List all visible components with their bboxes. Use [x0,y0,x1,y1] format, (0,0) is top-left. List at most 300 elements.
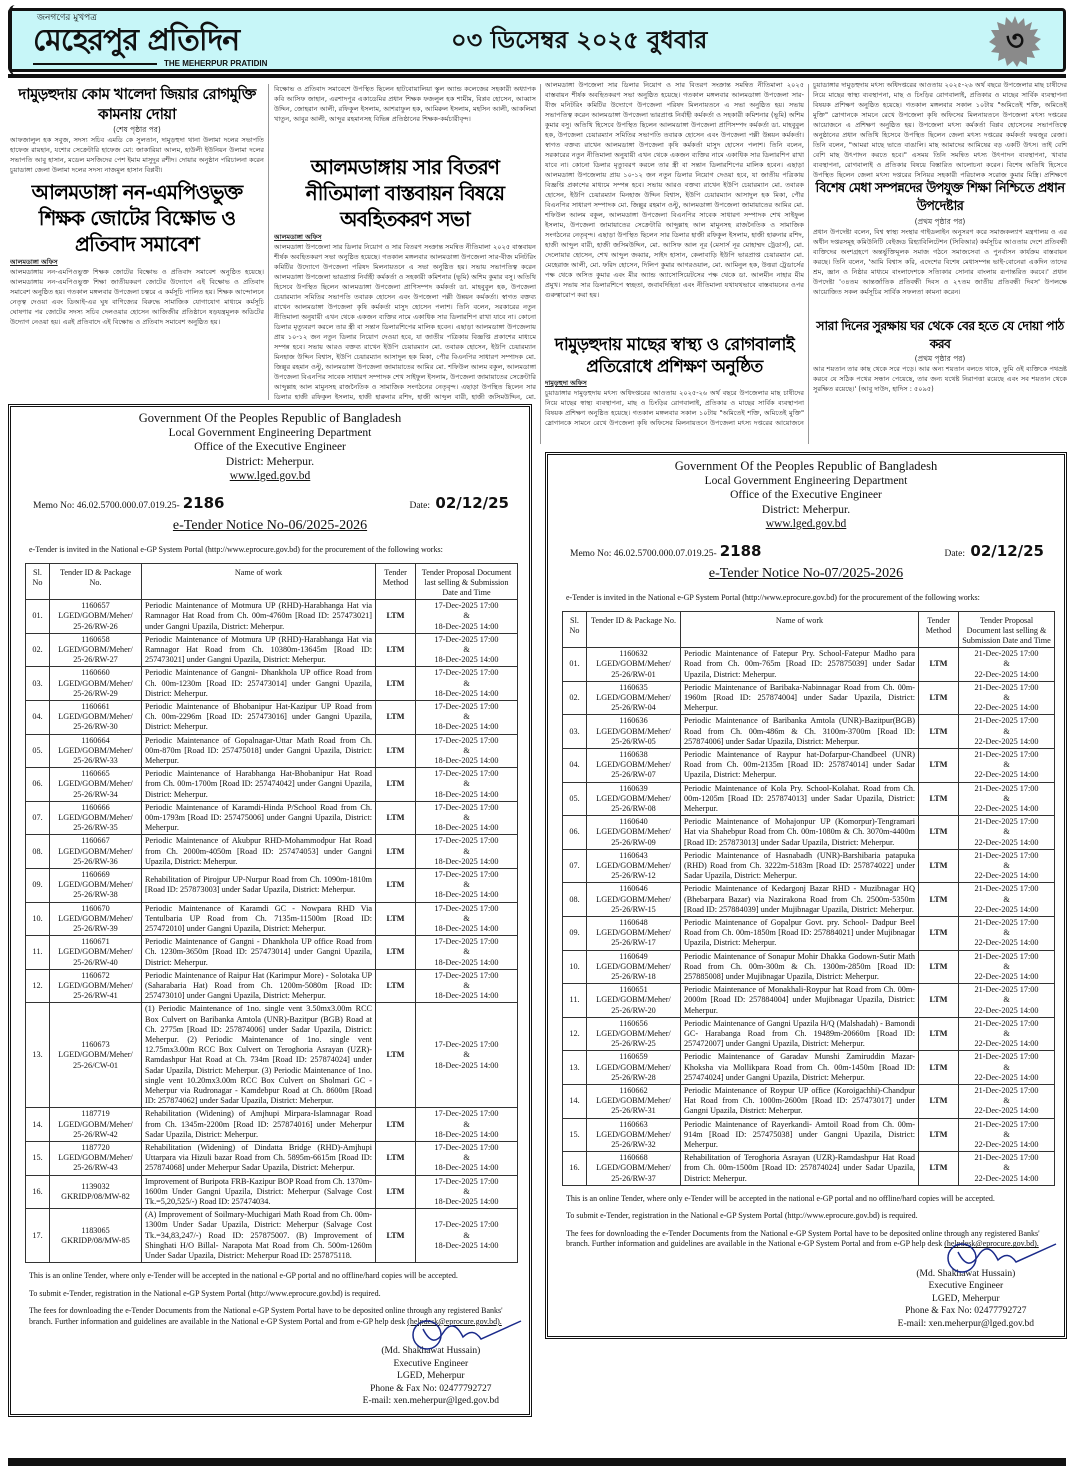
column-header: Tender ID & Package No. [587,611,681,648]
work-name: Periodic Maintenance of Gopalnagar-Uttar Math Road from Ch. 00m-870m [Road ID: 257475018] under Gangni Upazila, District: Meherpur. [142,734,376,768]
submission-dates [416,1108,518,1142]
submission-date: 18-Dec-2025 14:00 [434,1060,499,1070]
column-divider [540,84,541,444]
helpdesk-email-link[interactable]: (helpdesk@eprocure.gov.bd). [407,1316,502,1326]
signature-block [898,1268,1034,1331]
ampersand: & [1003,894,1010,904]
tender-method: LTM [919,1085,959,1119]
package-number: LGED/GOBM/Meher/ 25-26/RW-20 [596,995,671,1015]
last-selling-date: 21-Dec-2025 17:00 [974,783,1039,793]
submission-date: 18-Dec-2025 14:00 [434,755,499,765]
tender-method: LTM [919,1051,959,1085]
table-row [563,748,1055,782]
ampersand: & [463,1186,470,1196]
table-row [26,768,518,802]
date-handwritten: 02/12/25 [435,493,509,512]
last-selling-date: 21-Dec-2025 17:00 [974,917,1039,927]
submission-date: 18-Dec-2025 14:00 [434,621,499,631]
tender-method: LTM [376,1108,416,1142]
serial-number: 11. [26,936,50,970]
ampersand: & [463,913,470,923]
article-dateline: আলমডাঙ্গা অফিস [274,233,322,241]
work-name: Periodic Maintenance of Baribanka Amtola (UNR)-Bazitpur(BGB) Road from Ch. 00m-486m & Ch. 3100m-3700m [Road ID: 257874006] under Sadar Upazila, District: Meherpur. [681,715,919,749]
news-column-4 [813,80,1067,444]
package-number: LGED/GOBM/Meher/ 25-26/RW-29 [58,678,133,698]
last-selling-date: 17-Dec-2025 17:00 [434,937,499,947]
continued-label: (প্রথম পৃষ্ঠার পর) [914,354,966,363]
notice-date [944,542,1044,563]
submission-date: 22-Dec-2025 14:00 [974,1005,1039,1015]
submission-dates [959,715,1055,749]
package-number: LGED/GOBM/Meher/ 25-26/RW-41 [58,981,133,1001]
tender-id: 1160636 [619,716,648,726]
serial-number: 03. [563,715,587,749]
submission-dates [959,1152,1055,1186]
last-selling-date: 17-Dec-2025 17:00 [434,701,499,711]
submission-date: 18-Dec-2025 14:00 [434,1197,499,1207]
package-number: LGED/GOBM/Meher/ 25-26/RW-38 [58,880,133,900]
work-name: Periodic Maintenance of Gopalpur Govt. pry. School- Dadpur Beel Road from Ch. 00m-1850m [Road ID: 257884021] under Mujibnagar Upazila, District: Meherpur. [681,916,919,950]
table-row [26,600,518,634]
serial-number: 15. [563,1118,587,1152]
submission-dates [416,801,518,835]
submission-date: 18-Dec-2025 14:00 [434,655,499,665]
submission-date: 18-Dec-2025 14:00 [434,991,499,1001]
submission-dates [416,600,518,634]
submission-date: 18-Dec-2025 14:00 [434,957,499,967]
tender-method: LTM [376,801,416,835]
serial-number: 02. [26,633,50,667]
submission-date: 22-Dec-2025 14:00 [974,1140,1039,1150]
table-row [563,715,1055,749]
package-number: LGED/GOBM/Meher/ 25-26/RW-04 [596,692,671,713]
tender-intro: e-Tender is invited in the National e-GP System Portal (http://www.eprocure.gov.bd) for the procurement of the following works: [29,544,443,554]
tender-method: LTM [919,916,959,950]
tender-id-package [587,648,681,682]
ampersand: & [463,846,470,856]
article-body: বিক্ষোভ ও প্রতিবাদ সমাবেশে উপস্থিত ছিলেন হাটবোয়ালিয়া স্কুল অ্যান্ড কলেজের সহকারী অধ্যাপক কবি আসিফ জাহান, এরশাদপুর একাডেমির প্রধান শিক্ষক ফজলুল হক শামীম, বিপ্লব হোসেন, আব্বাস উদ্দিন, জোহরান আলী, রফিকুল ইসলাম, আশরাফুল হক, আমিরুল ইসলাম, মহসিন আলী, আকলিমা খাতুন, আবুর আলী, আব্দুর রহমানসহ বিভিন্ন প্রতিষ্ঠানের শিক্ষক-কর্মচারীবৃন্দ। [274,85,536,123]
submission-dates [959,782,1055,816]
ampersand: & [1003,1163,1010,1173]
ampersand: & [463,611,470,621]
package-number: LGED/GOBM/Meher/ 25-26/RW-12 [596,860,671,881]
submission-dates [959,916,1055,950]
article-body: আর শয়তান তার কাছ থেকে সরে পড়ে। আর অন্য শয়তান বলতে থাকে, তুমি ওই ব্যক্তিকে পথভ্রষ্ট করবে যে সঠিক পথের সন্ধান পেয়েছে, তার জন্য যথেষ্ট নিরাপত্তা রয়েছে এবং সব শয়তান থেকে সুরক্ষিত রয়েছে।' (আবু দাউদ, হাদিস : ৫০৯৫) [813,365,1067,393]
tender-method: LTM [376,1209,416,1263]
last-selling-date: 17-Dec-2025 17:00 [434,769,499,779]
serial-number: 08. [26,835,50,869]
department-name: Local Government Engineering Department [704,474,908,487]
tender-id: 1160646 [619,884,648,894]
column-header: Tender Proposal Document last selling & Submission Date and Time [959,611,1055,648]
article-body-cont: আলমডাঙ্গা উপজেলা সার ডিলার নিয়োগ ও সার বিতরণ সংক্রান্ত সমন্বিত নীতিমালা ২০২৫ বাস্তবায়ন শীর্ষক অবহিতকরণ সভা অনুষ্ঠিত হয়েছে। গতকাল মঙ্গলবার আলমডাঙ্গা উপজেলা সার-বীজ মনিটরিং কমিটির উদ্যোগে উপজেলা পরিষদ মিলনায়তনে এ সভা অনুষ্ঠিত হয়। সভায় সভাপতিত্ব করেন আলমডাঙ্গা উপজেলা ভারপ্রাপ্ত নির্বাহী কর্মকর্তা ও সহকারী কমিশনার (ভূমি) অশিম কুমার বসু। অতিথি হিসেবে উপস্থিত ছিলেন আলমডাঙ্গা উপজেলা প্রাণিসম্পদ কর্মকর্তা ডা. মাহবুবুল হক, উপজেলা চেয়ারম্যান সমিতির সভাপতি তবারক হোসেন এবং উপজেলা পল্লী উন্নয়ন কর্মকর্তা। স্বাগত বক্তব্য রাখেন আলমডাঙ্গা উপজেলা কৃষি কর্মকর্তা মাসুদ হোসেন পলাশ। তিনি বলেন, সরকারের নতুন নীতিমালা অনুযায়ী এখন থেকে একজন ব্যক্তির নামে একাধিক সার ডিলারশিপ রাখা যাবে না। কোনো ডিলার মৃত্যুবরণ করলে তার স্ত্রী বা সন্তান ডিলারশিপের মালিক হবেন। এছাড়া আলমডাঙ্গা উপজেলায় প্রায় ১০-১২ জন নতুন ডিলার নিয়োগ দেওয়া হবে, যা জাতীয় পত্রিকায় বিজ্ঞপ্তি প্রকাশের মাধ্যমে সম্পন্ন হবে। সভায় আরও বক্তব্য রাখেন ইউপি চেয়ারম্যান মো. তবারক হোসেন, ইউপি চেয়ারম্যান মিনহাজ উদ্দিন বিশ্বাস, ইউপি চেয়ারম্যান আসাদুল হক মিকা, পৌর বিএনপির সাধারণ সম্পাদক মো. জিল্লুর রহমান ওল্টু, আলমডাঙ্গা উপজেলা জামায়াতের আমির মো. শফিউল আলম বকুল, আলমডাঙ্গা উপজেলা বিএনপির সাবেক সাধারণ সম্পাদক শেখ সাইফুল ইসলাম, উপজেলা জামায়াতের সেক্রেটারি আব্দুল্লাহ আল মামুনসহ রাজনৈতিক ও সামাজিক সংগঠনের নেতৃবৃন্দ। এছাড়া উপস্থিত ছিলেন সার ডিলার হাজী রফিকুল ইসলাম, হাজী হারুনার রশিদ, হাজী আব্দুল বারী, হাজী জসিমউদ্দিন, মো. আসিফ আল নূর (মেসার্স নূর মোহাম্মদ ট্রেডার্স), মো. দেলোয়ার হোসেন, শেখ আব্দুল জব্বার, সাইদ হাসান, কেলাবাড়ি ইউপি ভারপ্রাপ্ত চেয়ারম্যান মো. মেহেরাজ আলী, মো. ফরিদ হোসেন, দিলিপ কুমার আগরওয়াল, মো. আমিনুল হক, উত্তরা ট্রেডার্সের পক্ষ থেকে অসিত কুমার এবং মীর অ্যান্ড অ্যাসোসিয়েটসের পক্ষ থেকে ডা. আলমীন নাহার মীম প্রমুখ। সভায় সার ডিলারশিপে স্বচ্ছতা, জবাবদিহিতা এবং নীতিমালা যথাযথভাবে বাস্তবায়নের ওপর গুরুত্বারোপ করা হয়। [545,81,804,299]
submission-dates [416,1209,518,1263]
work-name: Rehabilitation of Teroghoria Asrayan (UZR)-Ramdashpur Hat Road from Ch. 00m-1500m [Road ID: 257874024] under Sadar Upazila, District: Meherpur. [681,1152,919,1186]
tender-id: 1160643 [619,850,648,860]
tender-method: LTM [919,715,959,749]
tender-title: e-Tender Notice No-07/2025-2026 [708,565,904,581]
work-name: Periodic Maintenance of Kola Pry. School-Kolahat. Road from Ch. 00m-1205m [Road ID: 257874013] under Sadar Upazila, District: Meherpur. [681,782,919,816]
serial-number: 13. [563,1051,587,1085]
table-row [26,801,518,835]
serial-number: 05. [26,734,50,768]
serial-number: 14. [563,1085,587,1119]
ampersand: & [1003,1129,1010,1139]
tender-id: 1160669 [81,869,110,879]
website-link[interactable]: www.lged.gov.bd [229,470,311,482]
table-row [563,916,1055,950]
helpdesk-email-link[interactable]: (helpdesk@eprocure.gov.bd). [944,1239,1039,1249]
tender-id: 1183065 [81,1225,110,1235]
table-header-row [563,611,1055,648]
package-number: LGED/GOBM/Meher/ 25-26/RW-35 [58,812,133,833]
tender-method: LTM [376,734,416,768]
last-selling-date: 17-Dec-2025 17:00 [434,869,499,879]
signatory-org: LGED, Meherpur [397,1371,465,1382]
tender-id-package [587,715,681,749]
submission-dates [416,936,518,970]
last-selling-date: 17-Dec-2025 17:00 [434,668,499,678]
work-name: Periodic Maintenance of Monakhali-Roypur hat Road from Ch. 00m-2000m [Road ID: 257884004] under Mujibnagar Upazila, District: Meherpur. [681,984,919,1018]
website-link[interactable]: www.lged.gov.bd [765,518,847,530]
tender-table [25,563,518,1264]
last-selling-date: 21-Dec-2025 17:00 [974,1153,1039,1163]
memo-number [33,494,224,515]
work-name: Periodic Maintenance of Kedargonj Bazar RHD - Muzibnagar HQ (Bhebarpara Bazar) via Nazirakona Road from Ch. 2500m-5350m [Road ID: 257884039] under Mujibnagar Upazila, District: Meherpur. [681,883,919,917]
ampersand: & [1003,659,1010,669]
news-column-1 [10,84,264,400]
last-selling-date: 17-Dec-2025 17:00 [434,1143,499,1153]
package-number: LGED/GOBM/Meher/ 25-26/RW-27 [58,644,133,665]
submission-dates [416,835,518,869]
serial-number: 10. [563,950,587,984]
submission-date: 18-Dec-2025 14:00 [434,688,499,698]
tender-id-package [50,969,142,1003]
column-header: Sl. No [563,611,587,648]
tender-id-package [587,1017,681,1051]
tender-id: 1160658 [81,634,110,644]
tender-id-package [587,782,681,816]
ampersand: & [463,712,470,722]
table-row [26,633,518,667]
work-name: Periodic Maintenance of Raipur Hat (Karimpur More) - Solotaka UP (Saharabaria Hat) Road from Ch. 1200m-5080m [Road ID: 257473010] under Gangni Upazila, District: Meherpur. [142,969,376,1003]
submission-dates [959,1118,1055,1152]
serial-number: 08. [563,883,587,917]
tender-id-package [50,902,142,936]
table-row [563,1085,1055,1119]
work-name: Periodic Maintenance of Sonapur Mohir Dhakka Godown-Sutir Math Road from Ch. 00m-300m & Ch. 1300m-2850m [Road ID: 257885008] under Mujibnagar Upazila, District: Meherpur. [681,950,919,984]
package-number: LGED/GOBM/Meher/ 25-26/RW-25 [596,1029,671,1049]
office-name: Office of the Executive Engineer [730,489,882,501]
serial-number: 12. [563,1017,587,1051]
tender-id-package [587,681,681,715]
tender-id: 1160662 [619,1086,648,1096]
table-row [26,667,518,701]
tender-method: LTM [919,816,959,850]
ampersand: & [1003,961,1010,971]
tender-method: LTM [919,849,959,883]
tender-notice-07 [545,452,1067,1339]
table-row [26,734,518,768]
submission-date: 22-Dec-2025 14:00 [974,703,1039,713]
tender-id: 1160672 [81,970,110,980]
news-column-3 [545,80,804,444]
column-header: Name of work [681,611,919,648]
signatory-name: (Md. Shakhawat Hussain) [916,1268,1016,1279]
package-number: LGED/GOBM/Meher/ 25-26/RW-32 [596,1129,671,1150]
tender-id-package [50,600,142,634]
signatory-email: E-mail: xen.meherpur@lged.gov.bd [897,1318,1034,1329]
submission-dates [959,748,1055,782]
tender-id: 1187720 [81,1143,110,1153]
package-number: LGED/GOBM/Meher/ 25-26/RW-37 [596,1163,671,1183]
work-name: (1) Periodic Maintenance of 1no. single vent 3.50mx3.00m RCC Box Culvert on Baribanka Amtola (UNR)-Bazitpur (BGB) Road at Ch. 2775m [Road ID: 257874006] under Sadar Upazila, District: Meherpur. (2) Periodic Maintenance of 1no. single vent 12.75mx3.00m RCC Box Culvert on Teroghoria Asrayan (UZR)-Ramdashpur Hat Road at Ch. 734m [Road ID: 257874024] under Sadar Upazila, District: Meherpur. (3) Periodic Maintenance of 1no. single vent 10.20mx3.00m RCC Box Culvert on Sholmari GC - Meherpur via Rudronagar - Kamdebpur Road at Ch. 8600m [Road ID: 257874062] under Sadar Upazila, District: Meherpur. [142,1003,376,1108]
work-name: Periodic Maintenance of Gangni - Dhankhola UP office Road from Ch. 1230m-3650m [Road ID: 257473014] under Gangni Upazila, District: Meherpur. [142,936,376,970]
last-selling-date: 21-Dec-2025 17:00 [974,884,1039,894]
work-name: Periodic Maintenance of Harabhanga Hat-Bhobanipur Hat Road from Ch. 00m-1700m [Road ID: 257474042] under Gangni Upazila, District: Meherpur. [142,768,376,802]
work-name: (A) Improvement of Soilmary-Muchigari Math Road from Ch. 00m-1300m Under Sadar Upazila, District: Meherpur (Salvage Cost Tk.=34,83,247/-) Road ID: 257875007. (B) Improvement of Shinghati H/O Billal- Narapota Mat Road from Ch. 500m-1260m Under Sadar Upazila, District: Meherpur Road ID: 257875118. [142,1209,376,1263]
serial-number: 05. [563,782,587,816]
column-header: Name of work [142,563,376,600]
ampersand: & [1003,860,1010,870]
tender-method: LTM [376,667,416,701]
submission-dates [416,1003,518,1108]
work-name: Periodic Maintenance of Baribaka-Nabinnagar Road from Ch. 00m-1960m [Road ID: 257874004] under Sadar Upazila, District: Meherpur. [681,681,919,715]
package-number: LGED/GOBM/Meher/ 25-26/RW-30 [58,712,133,732]
submission-dates [416,667,518,701]
table-row [563,681,1055,715]
serial-number: 04. [563,748,587,782]
article-dateline: দামুড়হুদা অফিস [545,379,587,387]
memo-handwritten: 2188 [719,541,762,560]
ampersand: & [463,812,470,822]
tender-id: 1160663 [619,1119,648,1129]
tender-id-package [587,1051,681,1085]
serial-number: 09. [26,868,50,902]
package-number: LGED/GOBM/Meher/ 25-26/RW-17 [596,928,671,948]
last-selling-date: 21-Dec-2025 17:00 [974,1119,1039,1129]
serial-number: 03. [26,667,50,701]
tender-id-package [50,1142,142,1176]
submission-date: 22-Dec-2025 14:00 [974,837,1039,847]
work-name: Rehabilitation (Widening) of Dindatta Bridge (RHD)-Amjhupi Uttarpara via Hizuli bazar Road from Ch. 5895m-6615m [Road ID: 257874068] under Meherpur Sadar Upazila, District: Meherpur. [142,1142,376,1176]
tender-method: LTM [376,1003,416,1108]
table-row [26,902,518,936]
submission-date: 22-Dec-2025 14:00 [974,1106,1039,1116]
tender-id-package [587,1118,681,1152]
office-name: Office of the Executive Engineer [194,441,346,453]
work-name: Periodic Maintenance of Garadav Munshi Zamiruddin Mazar-Khoksha via Mollikpara Road from Ch. 00m-1450m [Road ID: 257474024] under Gangni Upazila, District: Meherpur. [681,1051,919,1085]
headline-teachers-protest: আলমডাঙ্গা নন-এমপিওভুক্ত শিক্ষক জোটের বিক্ষোভ ও প্রতিবাদ সমাবেশ [31,180,243,256]
article-body: চুয়াডাঙ্গার দামুড়হুদায় মৎস্য অধিদপ্তরের আওতায় ২০২৫-২৬ অর্থ বছরে উপজেলার মাছ চাষীদের নিয়ে মাছের স্বাস্থ্য ব্যবস্থাপনা, মাছ ও চিংড়ির রোগবালাই, প্রতিকার ও মাছের সার্বিক ব্যবস্থাপনা বিষয়ক প্রশিক্ষণ অনুষ্ঠিত হয়েছে। গতকাল মঙ্গলবার সকাল ১০টায় "অমিতেই শক্তি, অমিতেই মুক্তি" স্লোগানকে সামনে রেখে উপজেলা কৃষি অফিসের মিলনায়তনে উপজেলা মৎস্য দপ্তরের আয়োজনে [545,389,804,427]
tender-id: 1160664 [81,735,110,745]
tender-id: 1160657 [81,601,110,611]
tender-id-package [50,1209,142,1263]
submission-date: 22-Dec-2025 14:00 [974,1039,1039,1049]
table-row [563,816,1055,850]
tender-id-package [587,748,681,782]
tender-method: LTM [919,984,959,1018]
submission-date: 18-Dec-2025 14:00 [434,890,499,900]
headline-doa: দামুড়হুদায় কোম খালেদা জিয়ার রোগমুক্তি কামনায় দোয়া [18,85,256,123]
tender-id-package [50,700,142,734]
column-divider [268,84,269,400]
tender-id-package [50,1175,142,1209]
submission-dates [959,648,1055,682]
tender-note [29,1306,511,1327]
submission-dates [959,816,1055,850]
signatory-org: LGED, Meherpur [932,1293,1000,1304]
tender-id-package [587,984,681,1018]
last-selling-date: 21-Dec-2025 17:00 [974,1018,1039,1028]
table-row [563,883,1055,917]
tender-id-package [587,849,681,883]
tender-id: 1160673 [81,1040,110,1050]
submission-dates [416,1175,518,1209]
package-number: LGED/GOBM/Meher/ 25-26/RW-33 [58,745,133,765]
tender-id-package [587,950,681,984]
tender-method: LTM [376,936,416,970]
tender-intro: e-Tender is invited in the National e-GP System Portal (http://www.eprocure.gov.bd) for the procurement of the following works: [566,592,980,602]
page-number-badge [989,15,1041,67]
serial-number: 09. [563,916,587,950]
newspaper-name-english: THE MEHERPUR PRATIDIN [161,59,267,68]
table-row [563,782,1055,816]
headline-fertilizer-policy: আলমডাঙ্গায় সার বিতরণ নীতিমালা বাস্তবায়ন বিষয়ে অবহিতকরণ সভা [305,155,505,231]
date-label: Date: [944,548,966,559]
work-name: Periodic Maintenance of Roypur UP office (Koroigachhi)-Chandpur Hat Road from Ch. 1000m-2600m [Road ID: 257473017] under Gangni Upazila, District: Meherpur. [681,1085,919,1119]
submission-date: 22-Dec-2025 14:00 [974,669,1039,679]
tender-id: 1160666 [81,802,110,812]
package-number: LGED/GOBM/Meher/ 25-26/RW-36 [58,846,133,866]
last-selling-date: 17-Dec-2025 17:00 [434,735,499,745]
last-selling-date: 17-Dec-2025 17:00 [434,634,499,644]
tender-method: LTM [376,902,416,936]
tender-method: LTM [919,1017,959,1051]
signature-block [363,1345,499,1408]
package-number: GKRIDP/08/MW-85 [61,1235,130,1245]
tender-method: LTM [376,1142,416,1176]
table-row [563,849,1055,883]
submission-dates [416,768,518,802]
tender-id: 1160639 [619,783,648,793]
package-number: GKRIDP/08/MW-82 [61,1191,130,1201]
tender-method: LTM [919,950,959,984]
name-underline [33,63,157,65]
tender-id: 1160661 [81,701,110,711]
table-row [26,936,518,970]
ampersand: & [463,880,470,890]
table-row [563,1051,1055,1085]
tender-note: To submit e-Tender, registration in the National e-GP System Portal (http://www.eprocure.gov.bd) is required. [566,1211,918,1221]
signatory-name: (Md. Shakhawat Hussain) [381,1346,481,1357]
tender-method: LTM [919,782,959,816]
table-row [26,1142,518,1176]
serial-number: 02. [563,681,587,715]
tender-id-package [587,1085,681,1119]
last-selling-date: 17-Dec-2025 17:00 [434,1040,499,1050]
tender-note: This is an online Tender, where only e-Tender will be accepted in the national e-GP portal and no offline/hard copies will be accepted. [29,1271,458,1281]
tender-notice-06 [8,404,532,1417]
serial-number: 06. [563,816,587,850]
issue-date: ০৩ ডিসেম্বর ২০২৫ বুধবার [451,26,708,54]
work-name: Rehabilitation (Widening) of Amjhupi Mirpara-Islamnagar Road from Ch. 1345m-2200m [Road ID: 257874016] under Meherpur Sadar Upazila, District: Meherpur. [142,1108,376,1142]
submission-date: 18-Dec-2025 14:00 [434,823,499,833]
ampersand: & [1003,827,1010,837]
headline-special-education: বিশেষ মেধা সম্পন্নদের উপযুক্ত শিক্ষা নিশ্চিতে প্রধান উপদেষ্টার [815,181,1065,214]
last-selling-date: 21-Dec-2025 17:00 [974,649,1039,659]
serial-number: 07. [26,801,50,835]
last-selling-date: 17-Dec-2025 17:00 [434,903,499,913]
work-name: Periodic Maintenance of Mohajonpur UP (Komorpur)-Tengramari Hat via Shahebpur Road from Ch. 00m-1080m & Ch. 3070m-4400m [Road ID: 257873013] under Sadar Upazila, District: Meherpur. [681,816,919,850]
signatory-phone: Phone & Fax No: 02477792727 [370,1383,492,1394]
tender-method: LTM [376,1175,416,1209]
submission-dates [959,681,1055,715]
submission-dates [959,849,1055,883]
submission-dates [416,902,518,936]
tender-id-package [50,768,142,802]
table-row [26,868,518,902]
tender-id: 1160656 [619,1018,648,1028]
package-number: LGED/GOBM/Meher/ 25-26/RW-08 [596,793,671,813]
tender-method: LTM [919,1152,959,1186]
column-divider [808,84,809,444]
signatory-title: Executive Engineer [393,1358,469,1369]
tender-method: LTM [376,835,416,869]
work-name: Periodic Maintenance of Rayerkandi- Amtoil Road from Ch. 00m-914m [Road ID: 257475038] under Gangni Upazila, District: Meherpur. [681,1118,919,1152]
tender-note: To submit e-Tender, registration in the National e-GP System Portal (http://www.eprocure.gov.bd) is required. [29,1288,381,1298]
work-name: Periodic Maintenance of Fatepur Pry. School-Fatepur Madho para Road from Ch. 00m-765m [Road ID: 257875039] under Sadar Upazila, District: Meherpur. [681,648,919,682]
page-number: ৩ [1005,24,1025,57]
tender-method: LTM [919,681,959,715]
tender-method: LTM [376,868,416,902]
submission-dates [416,1142,518,1176]
last-selling-date: 17-Dec-2025 17:00 [434,1176,499,1186]
last-selling-date: 17-Dec-2025 17:00 [434,601,499,611]
article-body: আলমডাঙ্গা উপজেলা সার ডিলার নিয়োগ ও সার বিতরণ সংক্রান্ত সমন্বিত নীতিমালা ২০২৫ বাস্তবায়ন শীর্ষক অবহিতকরণ সভা অনুষ্ঠিত হয়েছে। গতকাল মঙ্গলবার আলমডাঙ্গা উপজেলা সার-বীজ মনিটরিং কমিটির উদ্যোগে উপজেলা পরিষদ মিলনায়তনে এ সভা অনুষ্ঠিত হয়। সভায় সভাপতিত্ব করেন আলমডাঙ্গা উপজেলা ভারপ্রাপ্ত নির্বাহী কর্মকর্তা ও সহকারী কমিশনার (ভূমি) অশিম কুমার বসু। অতিথি হিসেবে উপস্থিত ছিলেন আলমডাঙ্গা উপজেলা প্রাণিসম্পদ কর্মকর্তা ডা. মাহবুবুল হক, উপজেলা চেয়ারম্যান সমিতির সভাপতি তবারক হোসেন এবং উপজেলা পল্লী উন্নয়ন কর্মকর্তা। স্বাগত বক্তব্য রাখেন আলমডাঙ্গা উপজেলা কৃষি কর্মকর্তা মাসুদ হোসেন পলাশ। তিনি বলেন, সরকারের নতুন নীতিমালা অনুযায়ী এখন থেকে একজন ব্যক্তির নামে একাধিক সার ডিলারশিপ রাখা যাবে না। কোনো ডিলার মৃত্যুবরণ করলে তার স্ত্রী বা সন্তান ডিলারশিপের মালিক হবেন। এছাড়া আলমডাঙ্গা উপজেলায় প্রায় ১০-১২ জন নতুন ডিলার নিয়োগ দেওয়া হবে, যা জাতীয় পত্রিকায় বিজ্ঞপ্তি প্রকাশের মাধ্যমে সম্পন্ন হবে। সভায় আরও বক্তব্য রাখেন ইউপি চেয়ারম্যান মো. তবারক হোসেন, ইউপি চেয়ারম্যান মিনহাজ উদ্দিন বিশ্বাস, ইউপি চেয়ারম্যান আসাদুল হক মিকা, পৌর বিএনপির সাধারণ সম্পাদক মো. জিল্লুর রহমান ওল্টু, আলমডাঙ্গা উপজেলা জামায়াতের আমির মো. শফিউল আলম বকুল, আলমডাঙ্গা উপজেলা বিএনপির সাবেক সাধারণ সম্পাদক শেখ সাইফুল ইসলাম, উপজেলা জামায়াতের সেক্রেটারি আব্দুল্লাহ আল মামুনসহ রাজনৈতিক ও সামাজিক সংগঠনের নেতৃবৃন্দ। এছাড়া উপস্থিত ছিলেন সার ডিলার হাজী রফিকুল ইসলাম, হাজী হারুনার রশিদ, হাজী আব্দুল বারী, হাজী জসিমউদ্দিন, মো. [274,243,536,400]
tender-id: 1160659 [619,1052,648,1062]
last-selling-date: 17-Dec-2025 17:00 [434,1109,499,1119]
district-name: District: Meherpur. [225,455,315,468]
serial-number: 12. [26,969,50,1003]
tender-id: 1160651 [619,985,648,995]
continued-label: (শেষ পৃষ্ঠার পর) [113,125,161,134]
article-body: আফজালুল হক সবুজ, সদস্য সচিব এমডি কে সুলতান, দামুড়হুদা থানা উলামা দলের সভাপতি হাফেজ রায়হান, যশোর সেক্রেটারি হাফেজ মো: জাকারিয়া আলম, হাউলী ইউনিয়ন উলামা দলের সভাপতি আবু হাসান, মডেল মসজিদের পেশ ইমাম মাসুদুর রশীদ। দোয়ার অনুষ্ঠান পরিচালনা করেন চুয়াডাঙ্গা জেলা উলামা দলের সদস্য নাজমুল হাসান বিপ্লবী। [10,136,264,174]
tender-method: LTM [919,748,959,782]
ampersand: & [1003,793,1010,803]
tender-id: 1160640 [619,817,648,827]
ampersand: & [1003,1029,1010,1039]
serial-number: 16. [563,1152,587,1186]
masthead [8,8,1066,72]
tender-method: LTM [376,700,416,734]
package-number: LGED/GOBM/Meher/ 25-26/RW-18 [596,961,671,981]
tender-id: 1187719 [81,1109,110,1119]
package-number: LGED/GOBM/Meher/ 25-26/RW-28 [596,1062,671,1082]
submission-date: 18-Dec-2025 14:00 [434,1240,499,1250]
ampersand: & [1003,760,1010,770]
tender-note: This is an online Tender, where only e-Tender will be accepted in the national e-GP portal and no offline/hard copies will be accepted. [566,1193,995,1203]
tender-id: 1160632 [619,649,648,659]
serial-number: 07. [563,849,587,883]
masthead-rule [8,74,1066,78]
submission-dates [959,950,1055,984]
article-body: প্রধান উপদেষ্টা বলেন, বিশ্ব স্বাস্থ্য সংস্থার গাইডলাইন অনুসরণ করে সমাজকল্যাণ মন্ত্রণালয় ও এর অধীন দপ্তরসমূহ কমিউনিটি বেইজড রিহ্যাবিলিটেশন (সিবিআর) কর্মসূচির আওতায় দেশে প্রতিবন্ধী ব্যক্তিদের অংশগ্রহণে অন্তর্ভুক্তিমূলক সমাজ গঠনে সমাজসেবা ও পুনর্বাসন কার্যক্রম বাস্তবায়ন করছে। তিনি বলেন, 'আমি বিশ্বাস করি, এদেশের বিশেষ মেধাসম্পন্ন ভাই-বোনেরা একদিন তাদের শ্রম, জ্ঞান ও নিষ্ঠার মাধ্যমে বাংলাদেশকে সত্যিকার সোনার বাংলায় রূপান্তরিত করবে।' প্রধান উপদেষ্টা '৩৪তম আন্তর্জাতিক প্রতিবন্ধী দিবস ও ২৭তম জাতীয় প্রতিবন্ধী দিবস' উপলক্ষে আয়োজিত সকল কর্মসূচির সার্বিক সফলতা কামনা করেন। [813,228,1067,296]
table-row [563,1118,1055,1152]
work-name: Periodic Maintenance of Motmura UP (RHD)-Harabhanga Hat via Ramnagor Hat Road from Ch. 10380m-13645m [Road ID: 257473021] under Gangni Upazila, District: Meherpur. [142,633,376,667]
serial-number: 06. [26,768,50,802]
submission-dates [959,1017,1055,1051]
